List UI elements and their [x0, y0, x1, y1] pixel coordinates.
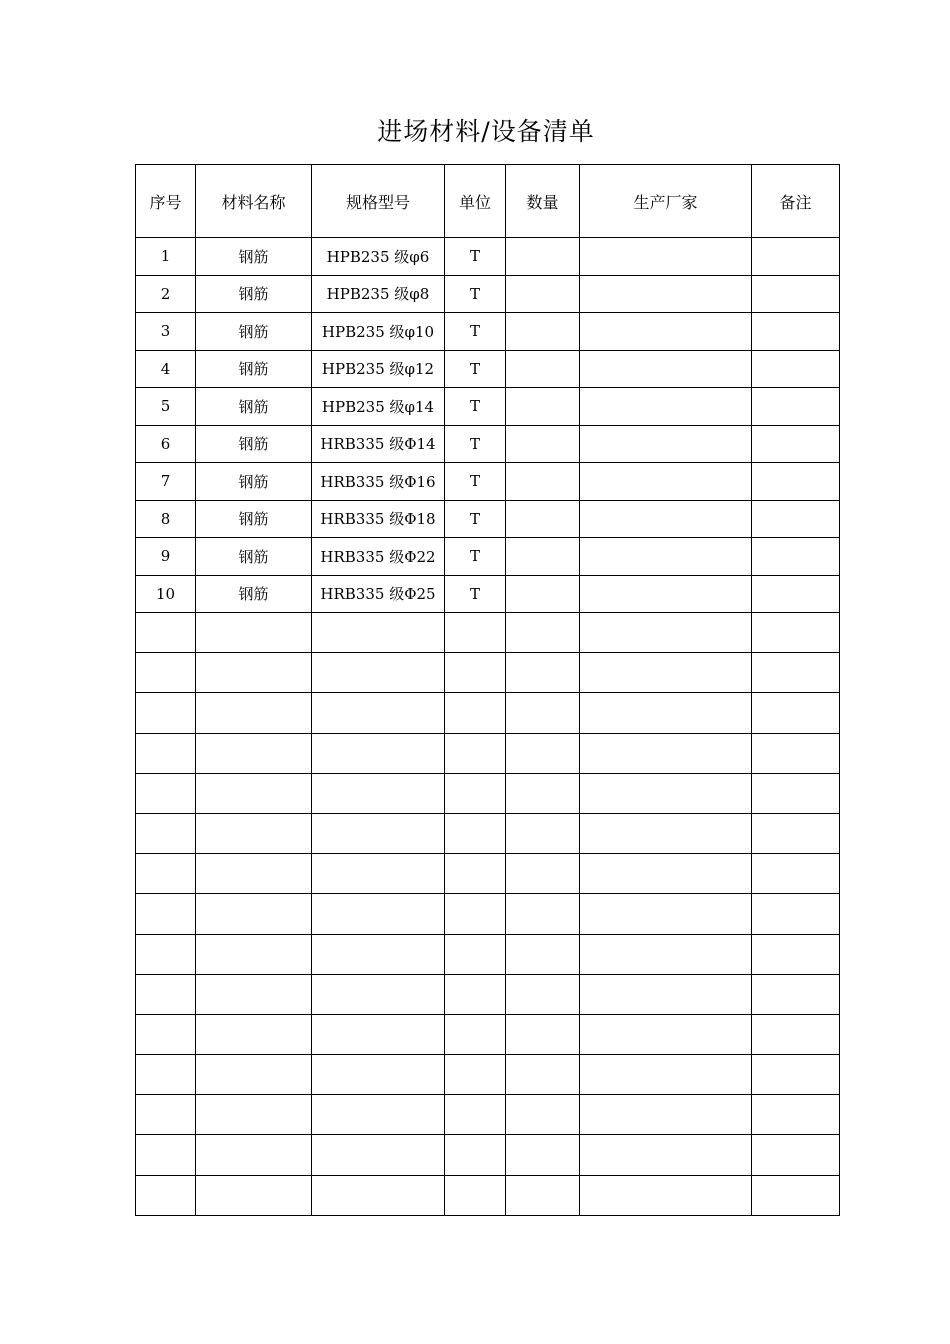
cell-quantity — [506, 500, 580, 538]
cell-material-name: 钢筋 — [196, 575, 312, 613]
cell-material-name: 钢筋 — [196, 425, 312, 463]
cell-material-name — [196, 894, 312, 934]
header-material-name: 材料名称 — [196, 165, 312, 238]
cell-quantity — [506, 238, 580, 276]
cell-quantity — [506, 653, 580, 693]
cell-specification: HPB235 级φ10 — [312, 313, 445, 351]
cell-serial-number — [136, 813, 196, 853]
table-row — [136, 350, 840, 388]
cell-specification: HPB235 级φ8 — [312, 275, 445, 313]
cell-remarks — [752, 1014, 840, 1054]
cell-unit: T — [445, 500, 506, 538]
cell-material-name — [196, 813, 312, 853]
cell-serial-number: 5 — [136, 388, 196, 426]
cell-unit — [445, 1135, 506, 1175]
cell-serial-number — [136, 1014, 196, 1054]
cell-serial-number — [136, 1135, 196, 1175]
cell-specification — [312, 1095, 445, 1135]
cell-material-name: 钢筋 — [196, 463, 312, 501]
header-unit: 单位 — [445, 165, 506, 238]
cell-unit: T — [445, 275, 506, 313]
cell-serial-number — [136, 934, 196, 974]
cell-remarks — [752, 613, 840, 653]
cell-specification: HPB235 级φ14 — [312, 388, 445, 426]
cell-quantity — [506, 463, 580, 501]
cell-manufacturer — [580, 854, 752, 894]
cell-serial-number — [136, 1175, 196, 1215]
cell-material-name — [196, 974, 312, 1014]
cell-remarks — [752, 1135, 840, 1175]
cell-material-name — [196, 773, 312, 813]
table-row — [136, 500, 840, 538]
cell-material-name — [196, 1175, 312, 1215]
header-remarks: 备注 — [752, 165, 840, 238]
cell-manufacturer — [580, 894, 752, 934]
cell-material-name — [196, 1055, 312, 1095]
cell-remarks — [752, 1055, 840, 1095]
cell-quantity — [506, 425, 580, 463]
cell-specification: HRB335 级Φ22 — [312, 538, 445, 576]
cell-serial-number: 10 — [136, 575, 196, 613]
cell-specification — [312, 773, 445, 813]
cell-quantity — [506, 1175, 580, 1215]
cell-material-name — [196, 693, 312, 733]
table-row — [136, 238, 840, 276]
cell-specification — [312, 1135, 445, 1175]
cell-unit: T — [445, 350, 506, 388]
cell-manufacturer — [580, 425, 752, 463]
blank-table-row — [136, 854, 840, 894]
blank-table-row — [136, 1055, 840, 1095]
blank-table-row — [136, 1014, 840, 1054]
table-body — [136, 238, 840, 1216]
cell-specification: HRB335 级Φ14 — [312, 425, 445, 463]
cell-remarks — [752, 974, 840, 1014]
cell-serial-number — [136, 733, 196, 773]
cell-quantity — [506, 575, 580, 613]
cell-manufacturer — [580, 575, 752, 613]
blank-table-row — [136, 894, 840, 934]
cell-manufacturer — [580, 350, 752, 388]
cell-manufacturer — [580, 813, 752, 853]
cell-specification — [312, 1175, 445, 1215]
cell-unit — [445, 613, 506, 653]
blank-table-row — [136, 653, 840, 693]
cell-manufacturer — [580, 1095, 752, 1135]
cell-serial-number — [136, 693, 196, 733]
cell-specification — [312, 733, 445, 773]
cell-remarks — [752, 500, 840, 538]
cell-serial-number: 6 — [136, 425, 196, 463]
material-list-table — [135, 164, 840, 1216]
cell-quantity — [506, 894, 580, 934]
cell-serial-number — [136, 773, 196, 813]
cell-remarks — [752, 733, 840, 773]
cell-remarks — [752, 238, 840, 276]
blank-table-row — [136, 813, 840, 853]
cell-specification — [312, 613, 445, 653]
cell-material-name — [196, 1135, 312, 1175]
table-row — [136, 275, 840, 313]
cell-quantity — [506, 388, 580, 426]
cell-unit — [445, 854, 506, 894]
cell-quantity — [506, 934, 580, 974]
cell-remarks — [752, 813, 840, 853]
cell-material-name — [196, 653, 312, 693]
header-manufacturer: 生产厂家 — [580, 165, 752, 238]
cell-remarks — [752, 388, 840, 426]
cell-quantity — [506, 733, 580, 773]
cell-unit: T — [445, 575, 506, 613]
cell-manufacturer — [580, 1014, 752, 1054]
cell-unit — [445, 1055, 506, 1095]
cell-quantity — [506, 313, 580, 351]
cell-serial-number: 7 — [136, 463, 196, 501]
cell-manufacturer — [580, 613, 752, 653]
cell-material-name: 钢筋 — [196, 388, 312, 426]
cell-material-name: 钢筋 — [196, 350, 312, 388]
cell-specification — [312, 854, 445, 894]
header-quantity: 数量 — [506, 165, 580, 238]
cell-unit — [445, 894, 506, 934]
cell-quantity — [506, 350, 580, 388]
cell-quantity — [506, 854, 580, 894]
cell-specification — [312, 934, 445, 974]
cell-unit — [445, 813, 506, 853]
cell-remarks — [752, 854, 840, 894]
cell-material-name — [196, 934, 312, 974]
cell-material-name — [196, 854, 312, 894]
document-title: 进场材料/设备清单 — [377, 117, 595, 146]
cell-remarks — [752, 575, 840, 613]
blank-table-row — [136, 974, 840, 1014]
cell-serial-number — [136, 1095, 196, 1135]
cell-serial-number: 2 — [136, 275, 196, 313]
cell-manufacturer — [580, 974, 752, 1014]
cell-remarks — [752, 653, 840, 693]
blank-table-row — [136, 1175, 840, 1215]
table-row — [136, 313, 840, 351]
cell-serial-number: 8 — [136, 500, 196, 538]
cell-manufacturer — [580, 1135, 752, 1175]
cell-material-name: 钢筋 — [196, 538, 312, 576]
blank-table-row — [136, 1095, 840, 1135]
cell-manufacturer — [580, 275, 752, 313]
cell-quantity — [506, 974, 580, 1014]
cell-quantity — [506, 613, 580, 653]
cell-unit — [445, 1095, 506, 1135]
cell-material-name: 钢筋 — [196, 275, 312, 313]
header-specification: 规格型号 — [312, 165, 445, 238]
cell-serial-number: 3 — [136, 313, 196, 351]
cell-remarks — [752, 275, 840, 313]
cell-manufacturer — [580, 1055, 752, 1095]
cell-quantity — [506, 693, 580, 733]
cell-unit — [445, 1014, 506, 1054]
cell-quantity — [506, 538, 580, 576]
cell-unit — [445, 1175, 506, 1215]
cell-quantity — [506, 1095, 580, 1135]
cell-specification: HPB235 级φ6 — [312, 238, 445, 276]
cell-quantity — [506, 275, 580, 313]
cell-manufacturer — [580, 238, 752, 276]
table-row — [136, 425, 840, 463]
table-row — [136, 538, 840, 576]
header-serial-number: 序号 — [136, 165, 196, 238]
cell-unit — [445, 693, 506, 733]
cell-specification — [312, 1014, 445, 1054]
cell-remarks — [752, 773, 840, 813]
cell-remarks — [752, 425, 840, 463]
cell-serial-number — [136, 854, 196, 894]
blank-table-row — [136, 934, 840, 974]
cell-material-name — [196, 1014, 312, 1054]
cell-material-name: 钢筋 — [196, 313, 312, 351]
cell-unit: T — [445, 238, 506, 276]
cell-manufacturer — [580, 500, 752, 538]
blank-table-row — [136, 693, 840, 733]
cell-manufacturer — [580, 463, 752, 501]
cell-remarks — [752, 894, 840, 934]
cell-unit: T — [445, 425, 506, 463]
cell-serial-number — [136, 653, 196, 693]
cell-manufacturer — [580, 313, 752, 351]
cell-unit — [445, 653, 506, 693]
cell-serial-number: 9 — [136, 538, 196, 576]
cell-unit — [445, 934, 506, 974]
cell-manufacturer — [580, 733, 752, 773]
cell-manufacturer — [580, 388, 752, 426]
cell-specification: HRB335 级Φ25 — [312, 575, 445, 613]
cell-specification: HRB335 级Φ16 — [312, 463, 445, 501]
blank-table-row — [136, 613, 840, 653]
cell-specification — [312, 813, 445, 853]
cell-specification — [312, 894, 445, 934]
cell-serial-number: 1 — [136, 238, 196, 276]
cell-specification — [312, 653, 445, 693]
cell-specification — [312, 693, 445, 733]
cell-specification — [312, 974, 445, 1014]
table-header-row — [136, 165, 840, 238]
cell-manufacturer — [580, 693, 752, 733]
cell-remarks — [752, 1175, 840, 1215]
cell-unit: T — [445, 313, 506, 351]
cell-serial-number — [136, 894, 196, 934]
cell-manufacturer — [580, 653, 752, 693]
cell-quantity — [506, 1055, 580, 1095]
cell-unit: T — [445, 538, 506, 576]
cell-material-name — [196, 1095, 312, 1135]
cell-remarks — [752, 693, 840, 733]
cell-specification: HRB335 级Φ18 — [312, 500, 445, 538]
cell-manufacturer — [580, 773, 752, 813]
cell-material-name: 钢筋 — [196, 238, 312, 276]
blank-table-row — [136, 1135, 840, 1175]
cell-remarks — [752, 313, 840, 351]
cell-manufacturer — [580, 1175, 752, 1215]
blank-table-row — [136, 773, 840, 813]
cell-remarks — [752, 350, 840, 388]
cell-unit: T — [445, 388, 506, 426]
table-row — [136, 388, 840, 426]
cell-material-name — [196, 733, 312, 773]
cell-manufacturer — [580, 538, 752, 576]
cell-manufacturer — [580, 934, 752, 974]
table-row — [136, 575, 840, 613]
cell-quantity — [506, 773, 580, 813]
cell-remarks — [752, 934, 840, 974]
table-row — [136, 463, 840, 501]
cell-unit — [445, 733, 506, 773]
cell-serial-number — [136, 1055, 196, 1095]
cell-remarks — [752, 1095, 840, 1135]
cell-serial-number — [136, 613, 196, 653]
cell-remarks — [752, 538, 840, 576]
cell-serial-number — [136, 974, 196, 1014]
cell-unit: T — [445, 463, 506, 501]
cell-quantity — [506, 1135, 580, 1175]
blank-table-row — [136, 733, 840, 773]
cell-unit — [445, 773, 506, 813]
cell-remarks — [752, 463, 840, 501]
cell-quantity — [506, 813, 580, 853]
cell-specification: HPB235 级φ12 — [312, 350, 445, 388]
cell-material-name — [196, 613, 312, 653]
cell-material-name: 钢筋 — [196, 500, 312, 538]
cell-quantity — [506, 1014, 580, 1054]
cell-unit — [445, 974, 506, 1014]
cell-serial-number: 4 — [136, 350, 196, 388]
cell-specification — [312, 1055, 445, 1095]
